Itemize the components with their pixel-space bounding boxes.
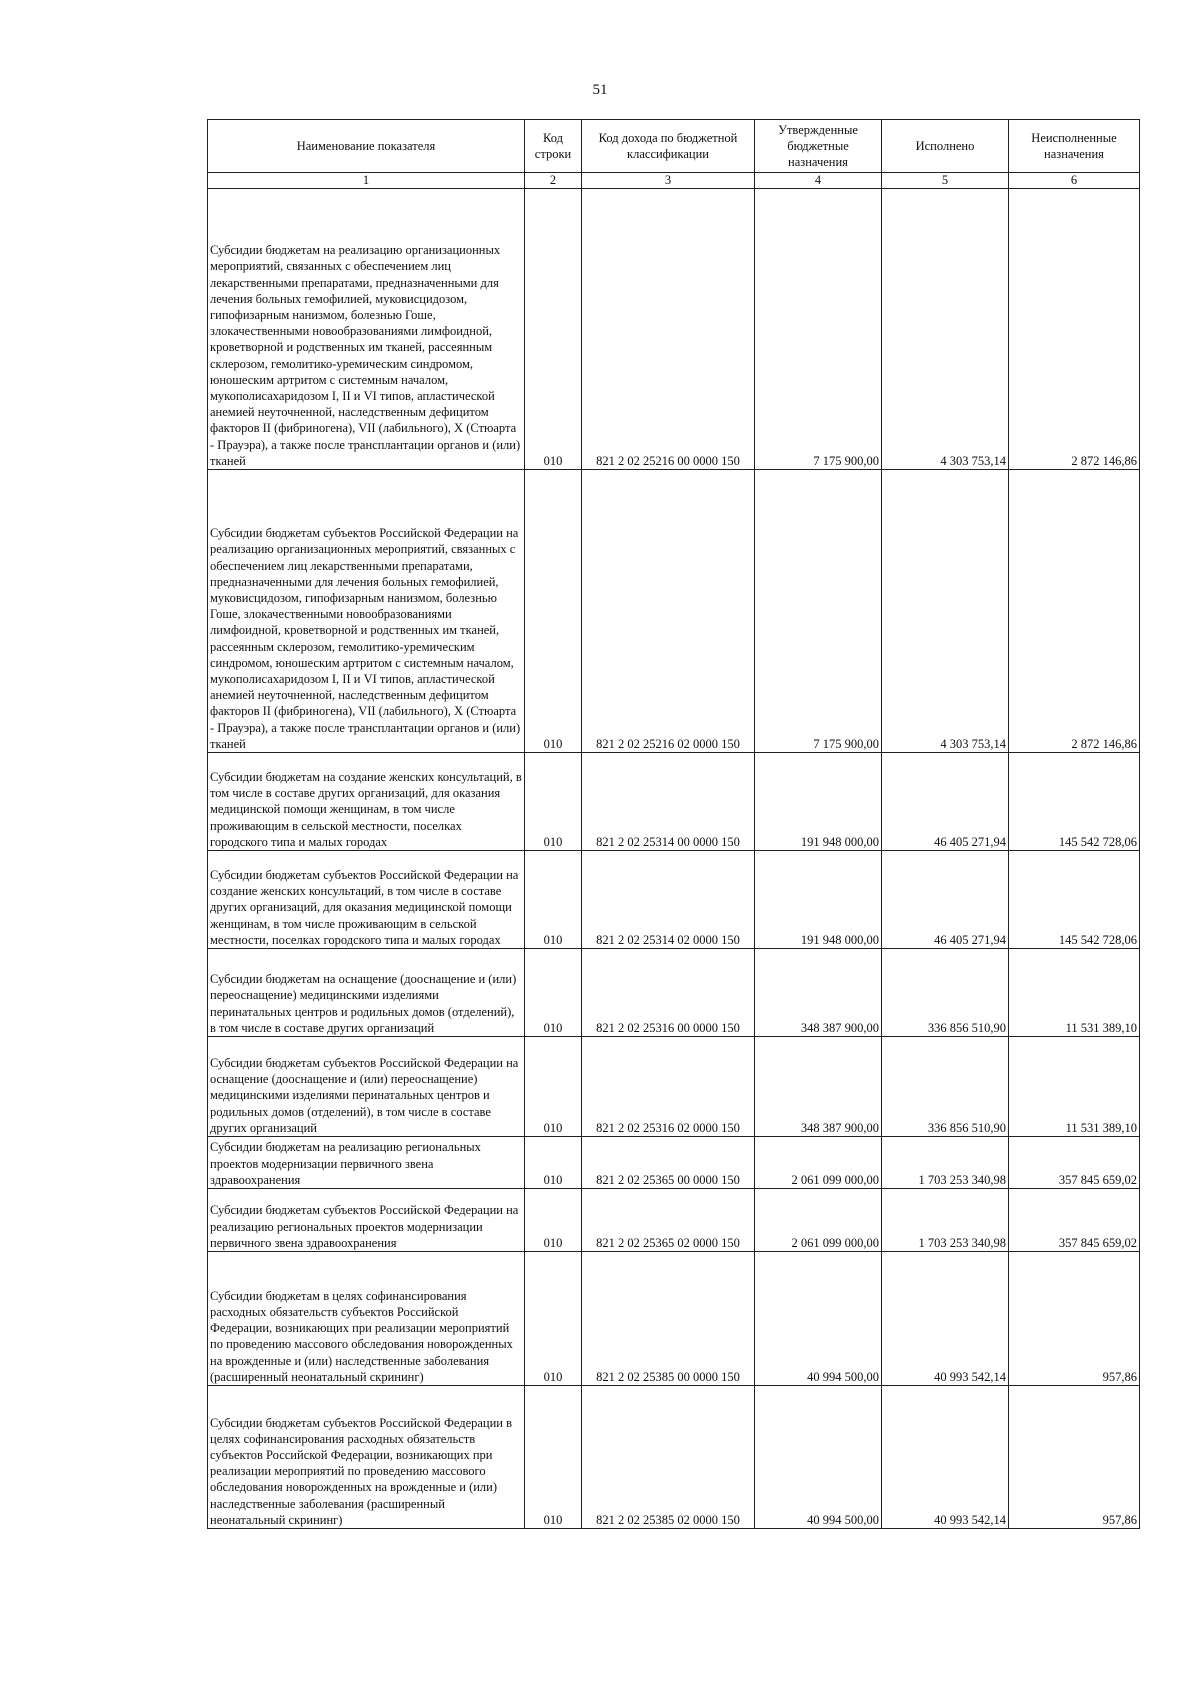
budget-execution-table (207, 119, 1140, 1529)
column-number: 4 (755, 173, 882, 189)
line-code: 010 (525, 470, 582, 753)
page-number: 51 (592, 82, 608, 98)
table-row (208, 189, 1140, 470)
approved-amount: 7 175 900,00 (755, 470, 882, 753)
line-code: 010 (525, 1386, 582, 1529)
indicator-name (208, 189, 525, 470)
executed-amount: 4 303 753,14 (882, 470, 1009, 753)
column-number: 2 (525, 173, 582, 189)
income-code: 821 2 02 25365 02 0000 150 (582, 1189, 755, 1252)
income-code: 821 2 02 25314 02 0000 150 (582, 851, 755, 949)
table-row (208, 851, 1140, 949)
indicator-name (208, 470, 525, 753)
table-row (208, 1137, 1140, 1189)
executed-amount: 1 703 253 340,98 (882, 1189, 1009, 1252)
header-approved: Утвержденные бюджетные назначения (755, 120, 882, 173)
indicator-text: Субсидии бюджетам субъектов Российской Федерации на реализацию региональных проектов модернизации первичного звена здравоохранения (210, 1203, 519, 1250)
table-row (208, 470, 1140, 753)
income-code: 821 2 02 25216 00 0000 150 (582, 189, 755, 470)
unexecuted-amount: 145 542 728,06 (1009, 753, 1140, 851)
line-code: 010 (525, 1252, 582, 1386)
unexecuted-amount: 357 845 659,02 (1009, 1137, 1140, 1189)
unexecuted-amount: 957,86 (1009, 1252, 1140, 1386)
executed-amount: 1 703 253 340,98 (882, 1137, 1009, 1189)
income-code: 821 2 02 25365 00 0000 150 (582, 1137, 755, 1189)
indicator-text: Субсидии бюджетам субъектов Российской Федерации на создание женских консультаций, в том числе в составе других организаций, для оказания медицинской помощи женщинам, в том числе проживающим в сельской местности, поселках городского типа и малых городах (210, 867, 519, 947)
approved-amount: 191 948 000,00 (755, 753, 882, 851)
column-number: 5 (882, 173, 1009, 189)
executed-amount: 40 993 542,14 (882, 1386, 1009, 1529)
executed-amount: 40 993 542,14 (882, 1252, 1009, 1386)
indicator-name (208, 1137, 525, 1189)
indicator-text: Субсидии бюджетам на реализацию организационных мероприятий, связанных с обеспечением лиц лекарственными препаратами, предназначенными для лечения больных гемофилией, муковисцидозом, гипофизарным нанизмом, болезнью Гоше, злокачественными новообразованиями лимфоидной, кроветворной и родственных им тканей, рассеянным склерозом, гемолитико-уремическим синдромом, юношеским артритом с системным началом, мукополисахаридозом I, II и VI типов, апластической анемией неуточненной, наследственным дефицитом факторов II (фибриногена), VII (лабильного), X (Стюарта - Прауэра), а также после трансплантации органов и (или) тканей (210, 243, 521, 468)
indicator-text: Субсидии бюджетам субъектов Российской Федерации на оснащение (дооснащение и (или) переоснащение) медицинскими изделиями перинатальных центров и родильных домов (отделений), в том числе в составе других организаций (210, 1055, 519, 1135)
unexecuted-amount: 11 531 389,10 (1009, 949, 1140, 1037)
table-row (208, 1386, 1140, 1529)
executed-amount: 4 303 753,14 (882, 189, 1009, 470)
indicator-text: Субсидии бюджетам в целях софинансирования расходных обязательств субъектов Российской Федерации, возникающих при реализации мероприятий по проведению массового обследования новорожденных на врожденные и (или) наследственные заболевания (расширенный неонатальный скрининг) (210, 1288, 513, 1384)
indicator-text: Субсидии бюджетам субъектов Российской Федерации на реализацию организационных мероприятий, связанных с обеспечением лиц лекарственными препаратами, предназначенными для лечения больных гемофилией, муковисцидозом, гипофизарным нанизмом, болезнью Гоше, злокачественными новообразованиями лимфоидной, кроветворной и родственных им тканей, рассеянным склерозом, гемолитико-уремическим синдромом, юношеским артритом с системным началом, мукополисахаридозом I, II и VI типов, апластической анемией неуточненной, наследственным дефицитом факторов II (фибриногена), VII (лабильного), X (Стюарта - Прауэра), а также после трансплантации органов и (или) тканей (210, 526, 521, 751)
approved-amount: 40 994 500,00 (755, 1386, 882, 1529)
executed-amount: 336 856 510,90 (882, 1037, 1009, 1137)
indicator-name (208, 1386, 525, 1529)
unexecuted-amount: 957,86 (1009, 1386, 1140, 1529)
indicator-text: Субсидии бюджетам на создание женских консультаций, в том числе в составе других организаций, для оказания медицинской помощи женщинам, в том числе проживающим в сельской местности, поселках городского типа и малых городах (210, 769, 522, 849)
unexecuted-amount: 145 542 728,06 (1009, 851, 1140, 949)
line-code: 010 (525, 753, 582, 851)
income-code: 821 2 02 25385 02 0000 150 (582, 1386, 755, 1529)
indicator-name (208, 1252, 525, 1386)
unexecuted-amount: 2 872 146,86 (1009, 189, 1140, 470)
executed-amount: 46 405 271,94 (882, 753, 1009, 851)
income-code: 821 2 02 25316 00 0000 150 (582, 949, 755, 1037)
line-code: 010 (525, 189, 582, 470)
income-code: 821 2 02 25314 00 0000 150 (582, 753, 755, 851)
income-code: 821 2 02 25316 02 0000 150 (582, 1037, 755, 1137)
table-row (208, 753, 1140, 851)
indicator-text: Субсидии бюджетам субъектов Российской Федерации в целях софинансирования расходных обязательств субъектов Российской Федерации, возникающих при реализации мероприятий по проведению массового обследования новорожденных на врожденные и (или) наследственные заболевания (расширенный неонатальный скрининг) (210, 1415, 513, 1527)
indicator-name (208, 949, 525, 1037)
line-code: 010 (525, 1137, 582, 1189)
indicator-name (208, 753, 525, 851)
indicator-name (208, 1189, 525, 1252)
approved-amount: 191 948 000,00 (755, 851, 882, 949)
column-number: 3 (582, 173, 755, 189)
indicator-name (208, 1037, 525, 1137)
unexecuted-amount: 11 531 389,10 (1009, 1037, 1140, 1137)
indicator-text: Субсидии бюджетам на оснащение (дооснащение и (или) переоснащение) медицинскими изделиями перинатальных центров и родильных домов (отделений), в том числе в составе других организаций (210, 972, 517, 1035)
line-code: 010 (525, 851, 582, 949)
table-row (208, 949, 1140, 1037)
line-code: 010 (525, 949, 582, 1037)
approved-amount: 348 387 900,00 (755, 949, 882, 1037)
approved-amount: 7 175 900,00 (755, 189, 882, 470)
income-code: 821 2 02 25385 00 0000 150 (582, 1252, 755, 1386)
approved-amount: 348 387 900,00 (755, 1037, 882, 1137)
unexecuted-amount: 357 845 659,02 (1009, 1189, 1140, 1252)
line-code: 010 (525, 1189, 582, 1252)
executed-amount: 46 405 271,94 (882, 851, 1009, 949)
approved-amount: 2 061 099 000,00 (755, 1189, 882, 1252)
column-number: 1 (208, 173, 525, 189)
indicator-name (208, 851, 525, 949)
table-row (208, 1037, 1140, 1137)
column-number: 6 (1009, 173, 1140, 189)
table-header-row (208, 120, 1140, 173)
unexecuted-amount: 2 872 146,86 (1009, 470, 1140, 753)
column-numbers-row (208, 173, 1140, 189)
header-line-code: Код строки (525, 120, 582, 173)
line-code: 010 (525, 1037, 582, 1137)
table-row (208, 1189, 1140, 1252)
header-name: Наименование показателя (208, 120, 525, 173)
table-row (208, 1252, 1140, 1386)
approved-amount: 2 061 099 000,00 (755, 1137, 882, 1189)
indicator-text: Субсидии бюджетам на реализацию региональных проектов модернизации первичного звена здравоохранения (210, 1140, 481, 1187)
income-code: 821 2 02 25216 02 0000 150 (582, 470, 755, 753)
approved-amount: 40 994 500,00 (755, 1252, 882, 1386)
header-unexecuted: Неисполненные назначения (1009, 120, 1140, 173)
header-executed: Исполнено (882, 120, 1009, 173)
header-income-code: Код дохода по бюджетной классификации (582, 120, 755, 173)
executed-amount: 336 856 510,90 (882, 949, 1009, 1037)
